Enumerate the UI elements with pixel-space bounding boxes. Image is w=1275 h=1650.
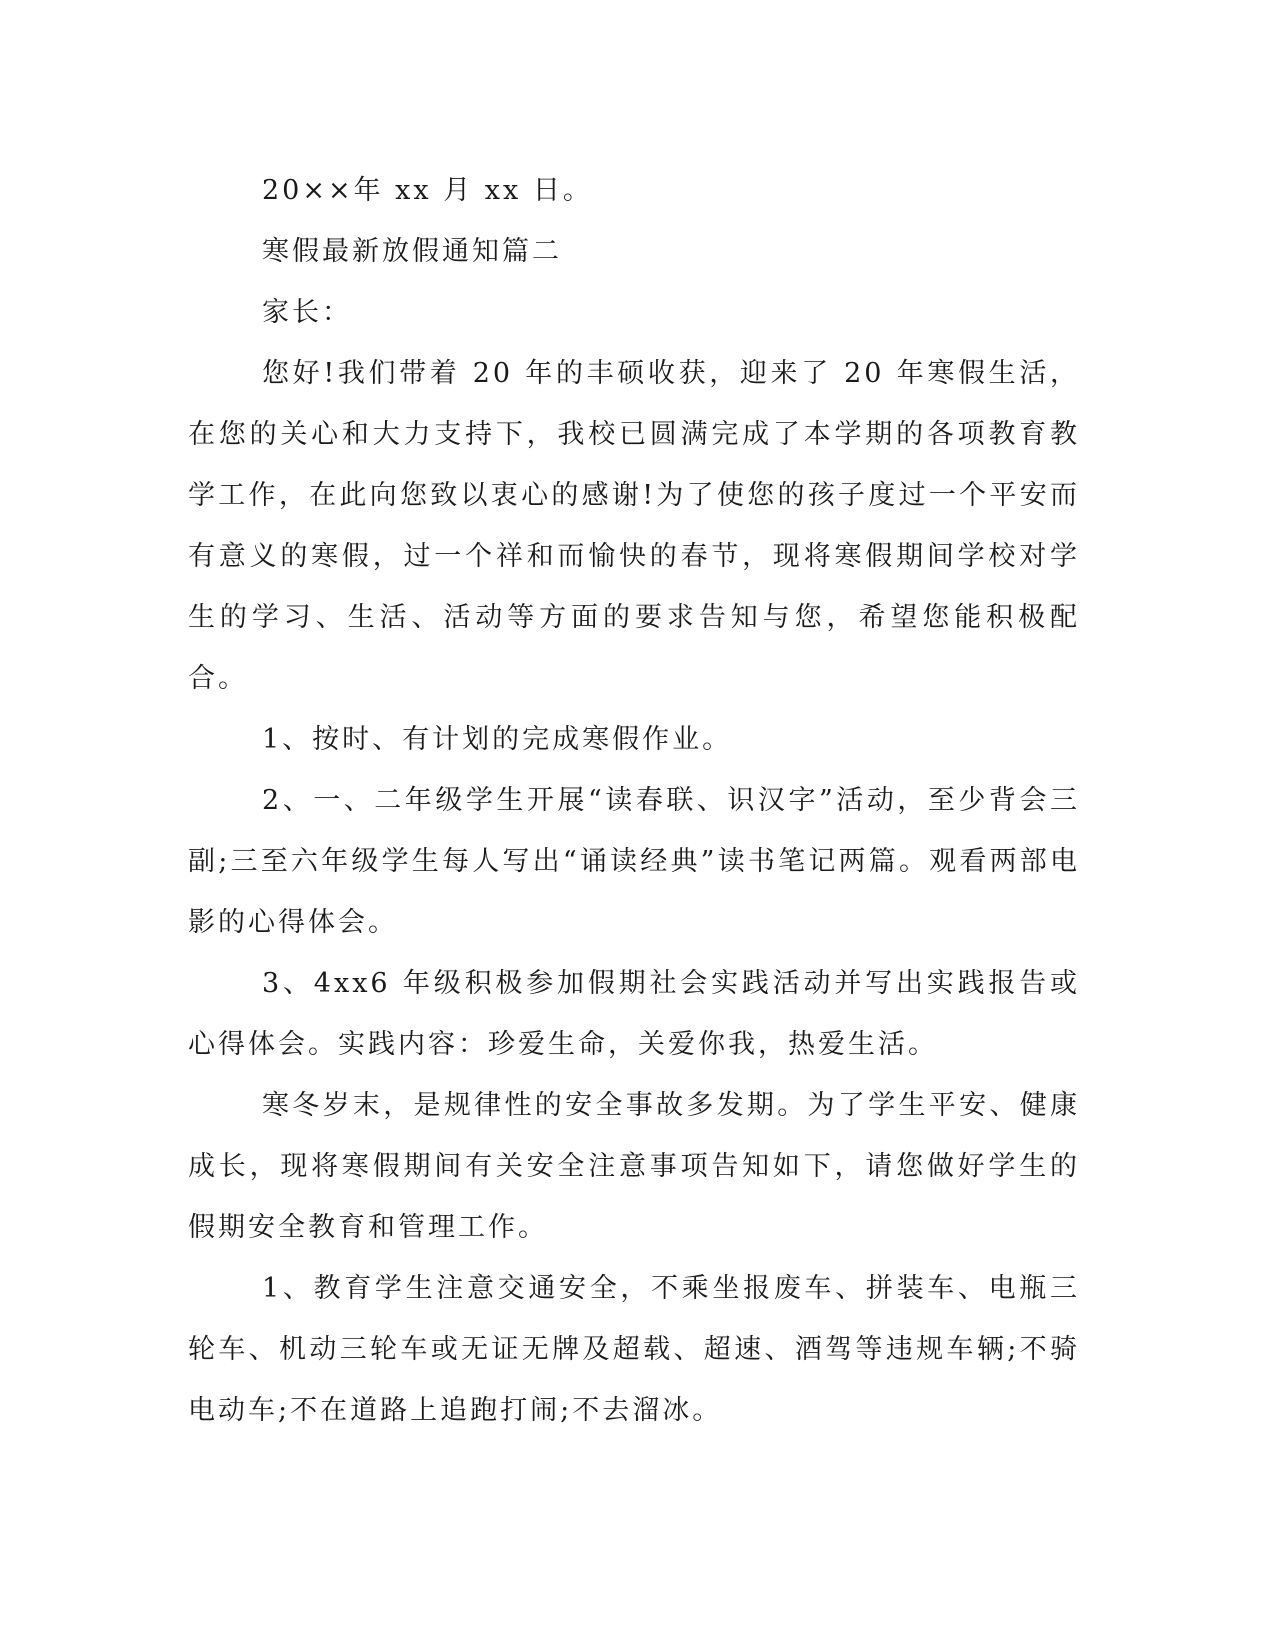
requirement-item-2: 2、一、二年级学生开展“读春联、识汉字”活动，至少背会三副;三至六年级学生每人写出“诵读经典”读书笔记两篇。观看两部电影的心得体会。 <box>188 785 1080 938</box>
safety-item-1: 1、教育学生注意交通安全，不乘坐报废车、拼装车、电瓶三轮车、机动三轮车或无证无牌及超载、超速、酒驾等违规车辆;不骑电动车;不在道路上追跑打闹;不去溜冰。 <box>188 1273 1080 1426</box>
safety-intro-paragraph: 寒冬岁末，是规律性的安全事故多发期。为了学生平安、健康成长，现将寒假期间有关安全注意事项告知如下，请您做好学生的假期安全教育和管理工作。 <box>188 1090 1080 1243</box>
intro-paragraph: 您好!我们带着 20 年的丰硕收获，迎来了 20 年寒假生活，在您的关心和大力支持下，我校已圆满完成了本学期的各项教育教学工作，在此向您致以衷心的感谢!为了使您的孩子度过一个平安而有意义的寒假，过一个祥和而愉快的春节，现将寒假期间学校对学生的学习、生活、活动等方面的要求告知与您，希望您能积极配合。 <box>188 358 1080 694</box>
requirement-item-1: 1、按时、有计划的完成寒假作业。 <box>262 724 733 755</box>
date-line: 20××年 xx 月 xx 日。 <box>262 175 593 206</box>
section-title: 寒假最新放假通知篇二 <box>262 236 562 267</box>
document-body <box>188 160 1080 1441</box>
requirement-item-3: 3、4xx6 年级积极参加假期社会实践活动并写出实践报告或心得体会。实践内容：珍爱生命，关爱你我，热爱生活。 <box>188 968 1080 1060</box>
salutation: 家长： <box>262 297 352 328</box>
